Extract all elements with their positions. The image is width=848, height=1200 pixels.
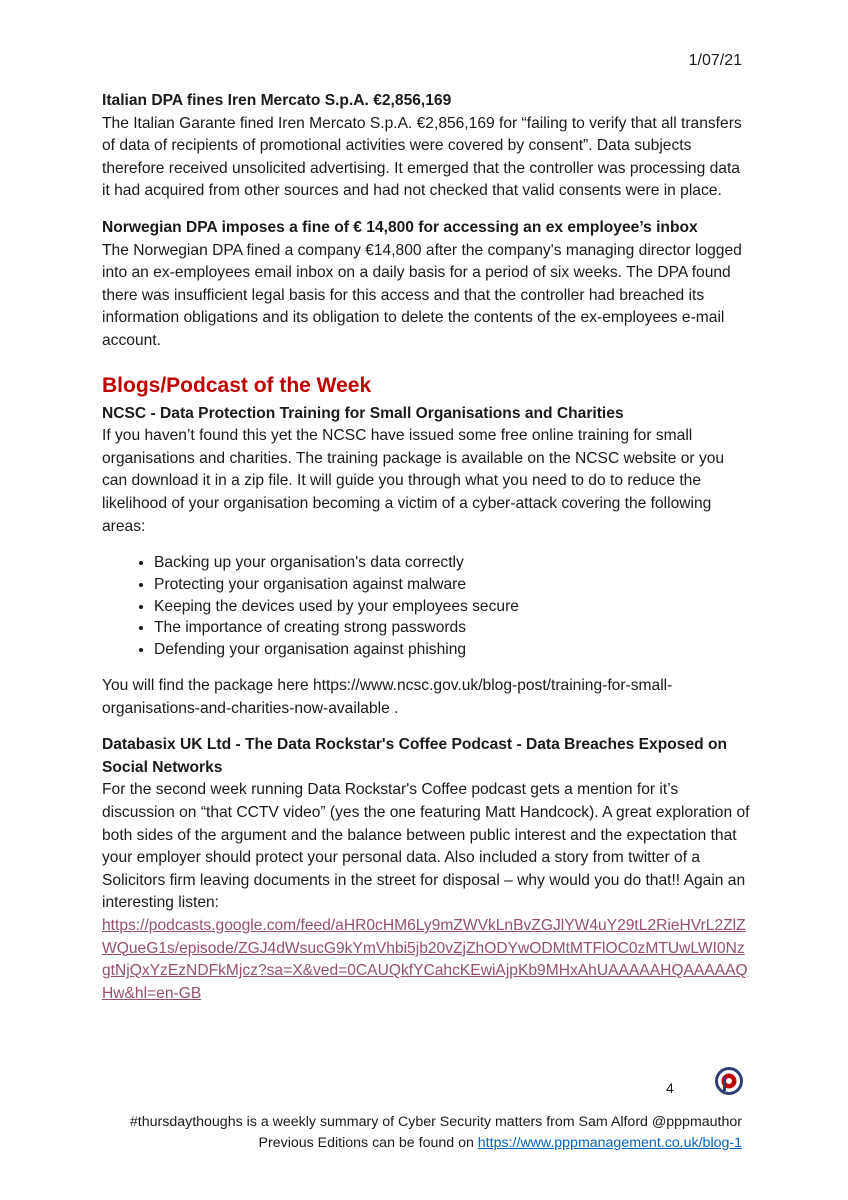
page-number: 4: [666, 1080, 674, 1096]
list-item: • Protecting your organisation against malware: [154, 574, 750, 596]
article-body: The Italian Garante fined Iren Mercato S.p.A. €2,856,169 for “failing to verify that all transfers of data of recipients of promotional activities were covered by consent”. Data subjects therefore received unsolicited advertising. It emerged that the controller was processing data it had acquired from other sources and had not checked that valid consents were in place.: [102, 114, 742, 200]
podcast-link[interactable]: https://podcasts.google.com/feed/aHR0cHM6Ly9mZWVkLnBvZGJlYW4uY29tL2RieHVrL2ZlZWQueG1s/episode/ZGJ4dWsucG9kYmVhbi5jb20vZjZhODYwODMtMTFlOC0zMTUwLWI0NzgtNjQxYzEzNDFkMjcz?sa=X&ved=0CAUQkfYCahcKEwiAjpKb9MHxAhUAAAAAHQAAAAAQHw&hl=en-GB: [102, 917, 748, 1002]
footer-prefix: Previous Editions can be found on: [258, 1135, 478, 1151]
blog-title: NCSC - Data Protection Training for Small Organisations and Charities: [102, 404, 624, 422]
blog-body: For the second week running Data Rockstar's Coffee podcast gets a mention for it’s discussion on “that CCTV video” (yes the one featuring Matt Handcock). A great exploration of both sides of the argument and the balance between public interest and the expectation that your employer should protect your personal data. Also included a story from twitter of a Solicitors firm leaving documents in the street for disposal – why would you do that!! Again an interesting listen:: [102, 781, 750, 912]
page-content: [102, 90, 750, 1019]
article-body: The Norwegian DPA fined a company €14,800 after the company's managing director logged into an ex-employees email inbox on a daily basis for a period of six weeks. The DPA found there was insufficient legal basis for this access and that the controller had breached its information obligations and its obligation to delete the contents of the ex-employees e-mail account.: [102, 241, 742, 349]
article-title: Norwegian DPA imposes a fine of € 14,800 for accessing an ex employee’s inbox: [102, 218, 698, 236]
article-norwegian-dpa: [102, 217, 750, 353]
footer: [130, 1112, 742, 1154]
list-item: • Keeping the devices used by your employees secure: [154, 596, 750, 618]
ppp-logo-icon: [714, 1066, 744, 1096]
section-heading-blogs: Blogs/Podcast of the Week: [102, 373, 372, 397]
footer-line-1: #thursdaythoughs is a weekly summary of Cyber Security matters from Sam Alford @pppmauthor: [129, 1114, 742, 1130]
blog-intro: If you haven’t found this yet the NCSC have issued some free online training for small organisations and charities. The training package is available on the NCSC website or you can download it in a zip file. It will guide you through what you need to do to reduce the likelihood of your organisation becoming a victim of a cyber-attack covering the following areas:: [102, 427, 725, 535]
blog-podcast: [102, 734, 750, 1005]
page-date: 1/07/21: [688, 52, 742, 69]
blog-link[interactable]: https://www.pppmanagement.co.uk/blog-1: [477, 1135, 742, 1151]
footer-line-2: [130, 1133, 742, 1154]
article-italian-dpa: [102, 90, 750, 203]
bullet-list: [102, 552, 750, 661]
blog-title: Databasix UK Ltd - The Data Rockstar's Coffee Podcast - Data Breaches Exposed on Social Networks: [102, 736, 728, 776]
list-item: • The importance of creating strong passwords: [154, 617, 750, 639]
list-item: • Defending your organisation against phishing: [154, 639, 750, 661]
list-item: • Backing up your organisation's data correctly: [154, 552, 750, 574]
blog-ncsc: [102, 403, 750, 721]
blog-outro: You will find the package here https://www.ncsc.gov.uk/blog-post/training-for-small-organisations-and-charities-now-available .: [102, 677, 673, 717]
article-title: Italian DPA fines Iren Mercato S.p.A. €2,856,169: [102, 92, 452, 109]
